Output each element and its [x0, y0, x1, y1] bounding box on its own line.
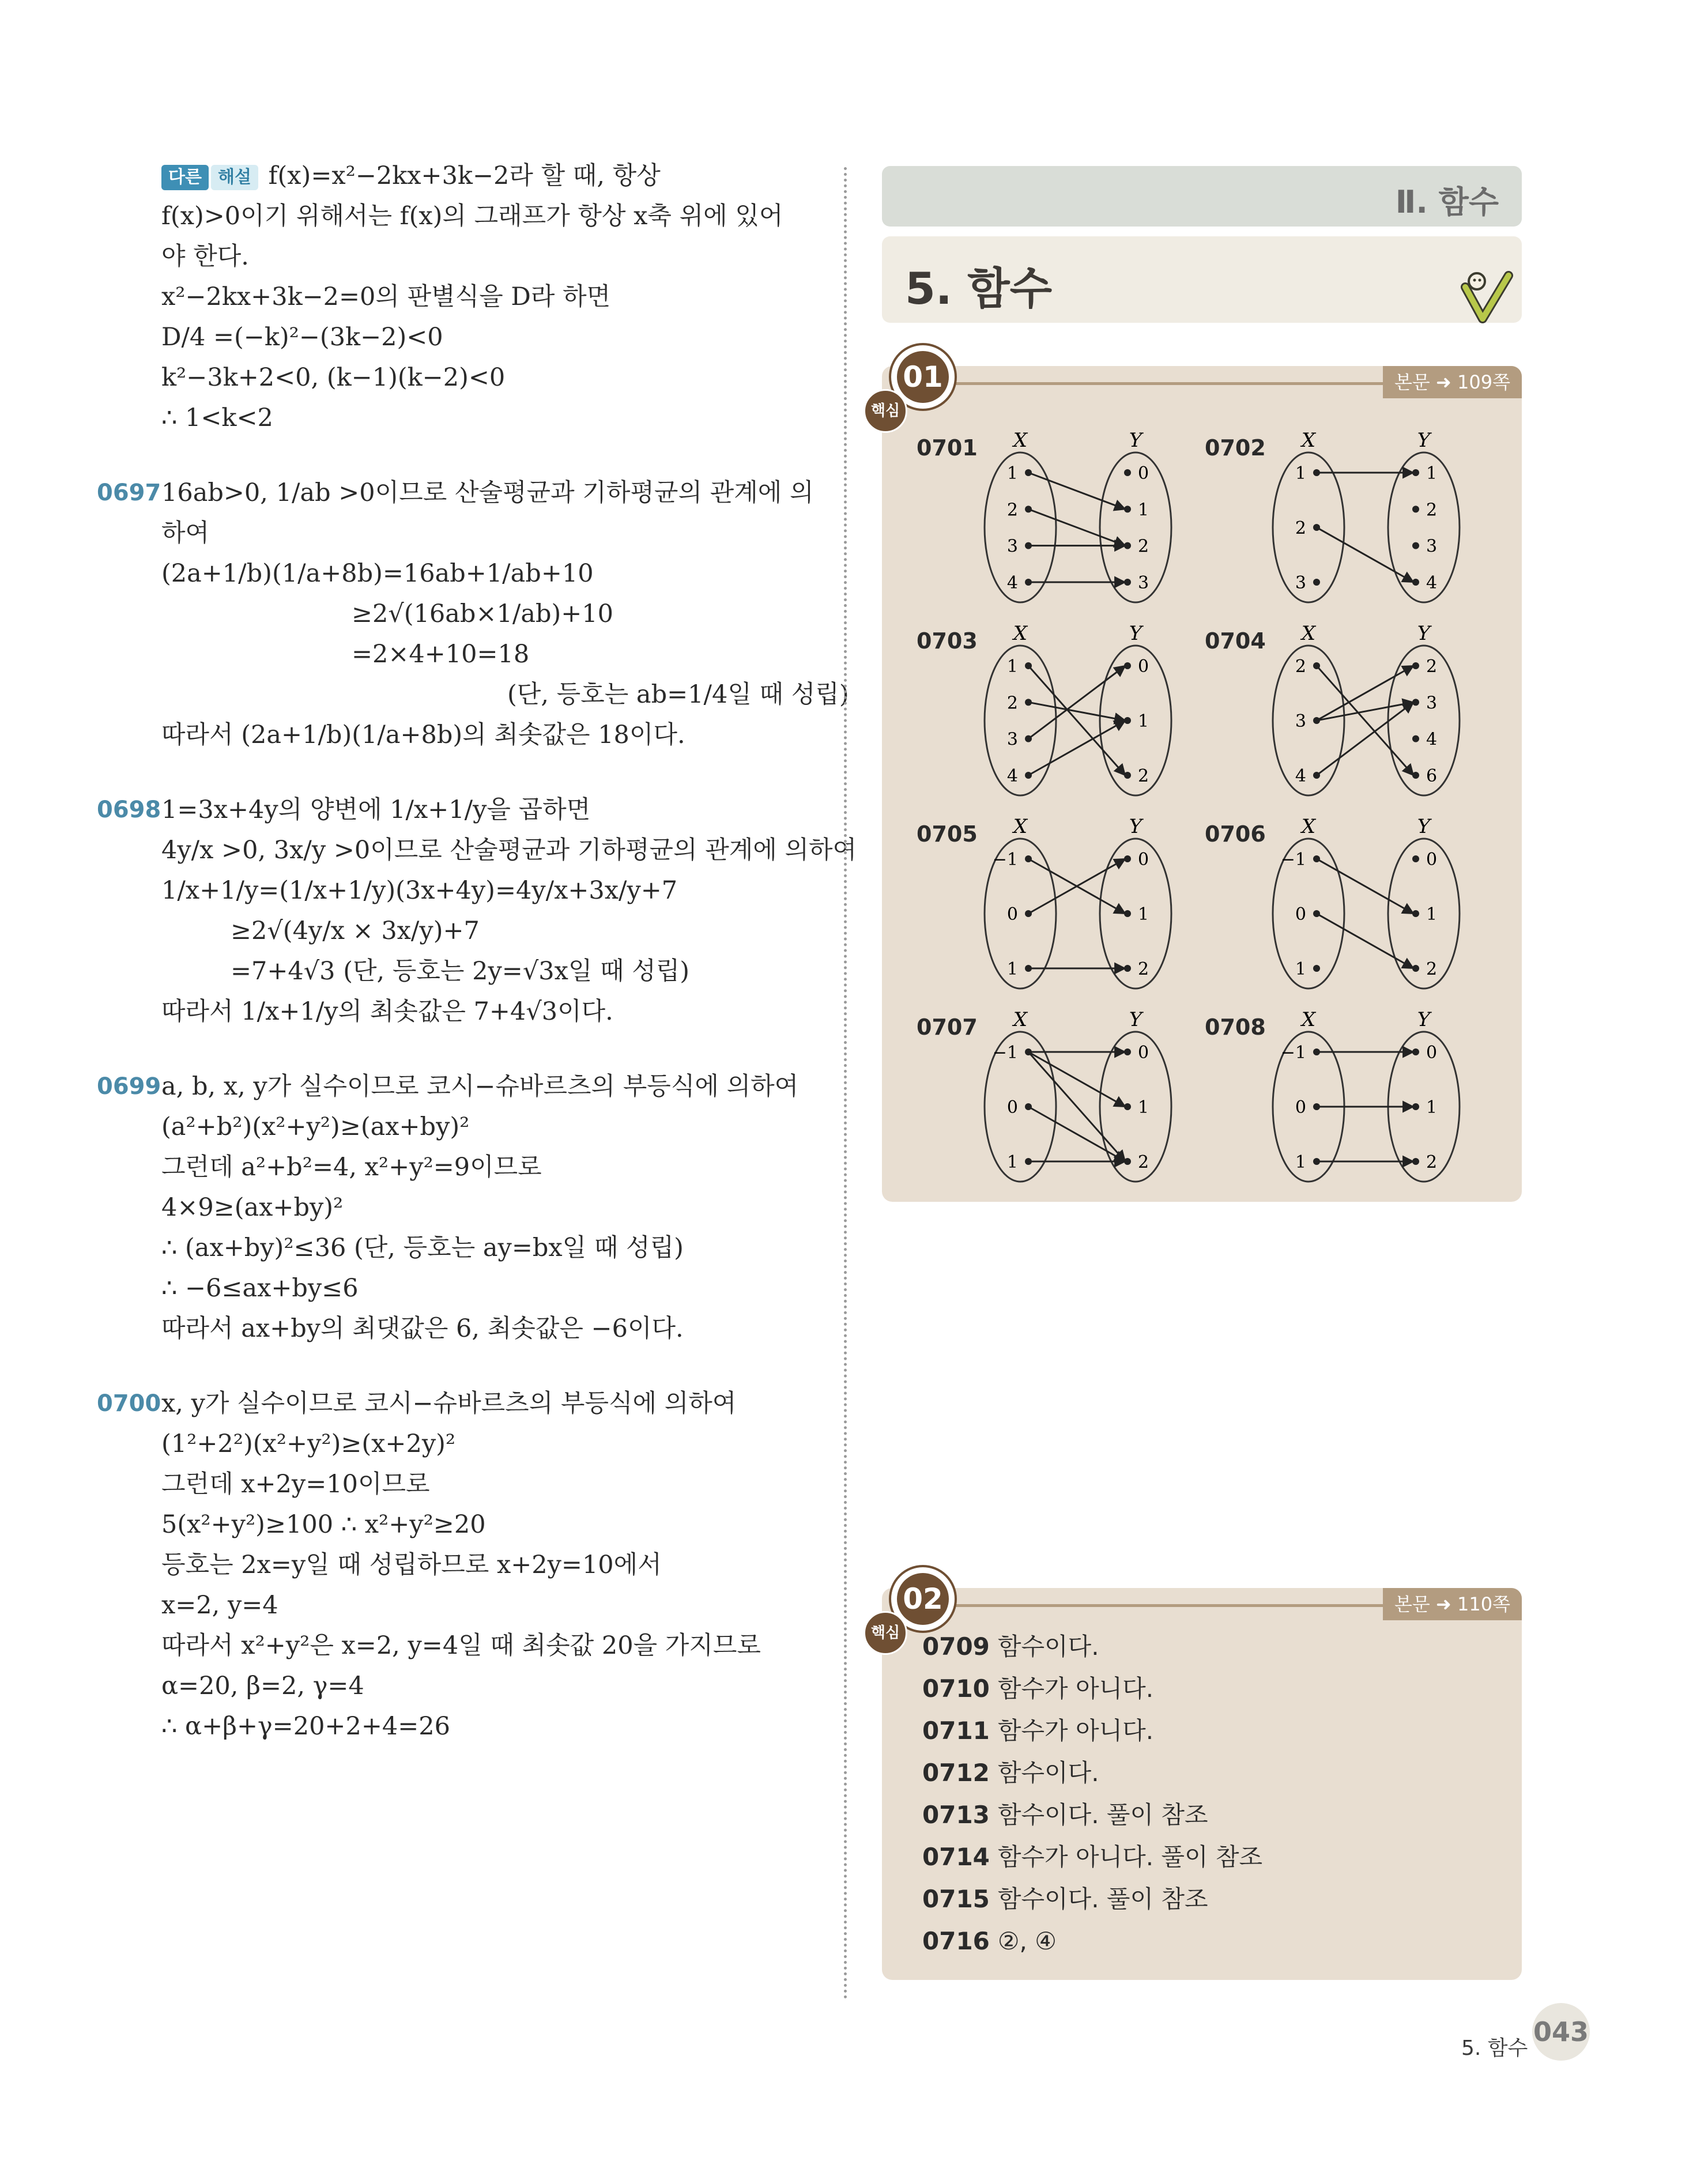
domain-element: 1 — [1295, 959, 1306, 979]
domain-element: 3 — [1006, 536, 1018, 557]
domain-element: 1 — [1295, 463, 1306, 484]
core-tag: 핵심 — [864, 389, 907, 433]
mapping-arrow — [1028, 1052, 1125, 1107]
codomain-element: 3 — [1426, 536, 1438, 557]
core-tag: 핵심 — [864, 1611, 907, 1655]
core-box-01 — [870, 360, 1522, 1202]
codomain-element: 0 — [1138, 463, 1149, 484]
codomain-element: 1 — [1426, 463, 1438, 484]
codomain-element: 1 — [1138, 904, 1149, 925]
diagram-number: 0707 — [917, 1014, 978, 1040]
problem-number: 0699 — [97, 1073, 161, 1100]
solution-line: =2×4+10=18 — [352, 640, 530, 669]
section-title: 5. 함수 — [905, 263, 1053, 314]
solution-line: (a²+b²)(x²+y²)≥(ax+by)² — [161, 1112, 470, 1141]
domain-element: 1 — [1006, 959, 1018, 979]
diagram-0707 — [917, 1009, 1205, 1193]
mapping-arrow — [1317, 914, 1413, 968]
core-number: 01 — [897, 351, 949, 403]
solution-line: ∴ −6≤ax+by≤6 — [161, 1274, 359, 1303]
domain-point — [1313, 965, 1320, 972]
codomain-element: 2 — [1426, 657, 1438, 677]
page-reference: 본문 ➜ 109쪽 — [1383, 366, 1522, 398]
solution-line: a, b, x, y가 실수이므로 코시−슈바르츠의 부등식에 의하여 — [161, 1072, 799, 1101]
problem-0697 — [97, 473, 849, 755]
diagram-0706 — [1205, 816, 1493, 1000]
domain-element: 4 — [1295, 766, 1306, 786]
codomain-element: 0 — [1138, 657, 1149, 677]
domain-element: 0 — [1006, 1097, 1018, 1118]
solution-line: 따라서 ax+by의 최댓값은 6, 최솟값은 −6이다. — [161, 1314, 684, 1343]
solution-line: 하여 — [161, 519, 210, 548]
domain-element: 2 — [1006, 693, 1018, 714]
intro-line: 야 한다. — [161, 242, 249, 271]
column-divider — [844, 167, 847, 2000]
set-x-label: X — [1301, 623, 1316, 645]
set-y-ellipse — [1100, 839, 1171, 989]
answer-text: 함수가 아니다. — [997, 1717, 1154, 1745]
set-x-label: X — [1013, 623, 1028, 645]
set-y-label: Y — [1417, 1009, 1431, 1031]
intro-line: D/4 =(−k)²−(3k−2)<0 — [161, 323, 443, 352]
set-y-label: Y — [1417, 816, 1431, 838]
codomain-element: 1 — [1426, 904, 1438, 925]
diagram-0702 — [1205, 429, 1493, 614]
set-y-label: Y — [1129, 429, 1143, 452]
mapping-arrow — [1028, 666, 1125, 775]
answer-number: 0713 — [922, 1801, 990, 1829]
solution-line: α=20, β=2, γ=4 — [161, 1672, 364, 1700]
set-x-label: X — [1013, 1009, 1028, 1031]
codomain-element: 2 — [1426, 959, 1438, 979]
intro-line: f(x)>0이기 위해서는 f(x)의 그래프가 항상 x축 위에 있어 — [161, 202, 783, 231]
domain-element: 0 — [1295, 1097, 1306, 1118]
solution-line: =7+4√3 (단, 등호는 2y=√3x일 때 성립) — [231, 957, 690, 986]
solution-line: 따라서 x²+y²은 x=2, y=4일 때 최솟값 20을 가지므로 — [161, 1631, 761, 1660]
mapping-diagram — [1268, 816, 1476, 1000]
answer-number: 0716 — [922, 1927, 990, 1955]
answer-number: 0712 — [922, 1759, 990, 1787]
domain-element: 0 — [1295, 904, 1306, 925]
set-y-label: Y — [1129, 816, 1143, 838]
domain-element: 1 — [1006, 1152, 1018, 1172]
problem-number: 0698 — [97, 797, 161, 823]
diagram-0703 — [917, 623, 1205, 807]
problem-0699 — [97, 1066, 824, 1349]
left-column — [97, 156, 857, 1747]
solution-tag: 해설 — [211, 165, 258, 190]
domain-element: −1 — [992, 850, 1018, 870]
set-x-ellipse — [985, 452, 1056, 602]
mapping-diagram — [980, 429, 1187, 614]
domain-element: 4 — [1006, 573, 1018, 593]
set-x-ellipse — [1273, 646, 1344, 795]
codomain-element: 2 — [1138, 1152, 1149, 1172]
core-number: 02 — [897, 1573, 949, 1625]
codomain-point — [1412, 542, 1419, 549]
domain-element: 4 — [1006, 766, 1018, 786]
codomain-element: 0 — [1426, 850, 1438, 870]
set-x-label: X — [1301, 429, 1316, 452]
codomain-element: 2 — [1426, 1152, 1438, 1172]
answer-text: 함수이다. — [997, 1759, 1099, 1787]
solution-line: ∴ α+β+γ=20+2+4=26 — [161, 1712, 450, 1741]
set-x-label: X — [1013, 429, 1028, 452]
codomain-element: 6 — [1426, 766, 1438, 786]
solution-line: ≥2√(4y/x × 3x/y)+7 — [231, 916, 480, 945]
mapping-diagram — [1268, 429, 1476, 614]
codomain-element: 1 — [1138, 1097, 1149, 1118]
mapping-arrow — [1317, 859, 1413, 914]
set-y-label: Y — [1129, 623, 1143, 645]
solution-line: (2a+1/b)(1/a+8b)=16ab+1/ab+10 — [161, 559, 594, 588]
set-y-ellipse — [1388, 839, 1460, 989]
answer-number: 0710 — [922, 1674, 990, 1703]
codomain-element: 1 — [1138, 711, 1149, 731]
domain-element: 2 — [1295, 518, 1306, 538]
answer-text: 함수이다. 풀이 참조 — [997, 1885, 1208, 1913]
solution-line: 따라서 (2a+1/b)(1/a+8b)의 최솟값은 18이다. — [161, 721, 685, 749]
mapping-diagram — [980, 1009, 1187, 1193]
diagram-number: 0705 — [917, 821, 978, 847]
diagram-number: 0701 — [917, 435, 978, 461]
section-bar — [882, 236, 1522, 323]
core-box-02 — [870, 1582, 1522, 1980]
solution-line: ∴ (ax+by)²≤36 (단, 등호는 ay=bx일 때 성립) — [161, 1234, 684, 1262]
set-y-label: Y — [1129, 1009, 1143, 1031]
diagram-number: 0708 — [1205, 1014, 1266, 1040]
problem-0700 — [97, 1383, 824, 1747]
codomain-element: 0 — [1426, 1043, 1438, 1063]
answer-item — [922, 1714, 1153, 1748]
codomain-element: 1 — [1138, 500, 1149, 520]
codomain-element: 3 — [1426, 693, 1438, 714]
answer-text: 함수이다. 풀이 참조 — [997, 1801, 1208, 1829]
solution-line: ≥2√(16ab×1/ab)+10 — [352, 599, 613, 628]
answer-number: 0709 — [922, 1632, 990, 1661]
codomain-element: 2 — [1138, 959, 1149, 979]
set-x-label: X — [1301, 1009, 1316, 1031]
solution-line: x, y가 실수이므로 코시−슈바르츠의 부등식에 의하여 — [161, 1389, 737, 1418]
solution-line: 그런데 x+2y=10이므로 — [161, 1470, 430, 1499]
mascot-icon — [1454, 264, 1517, 327]
set-x-ellipse — [1273, 452, 1344, 602]
answer-number: 0711 — [922, 1717, 990, 1745]
diagram-number: 0703 — [917, 628, 978, 654]
intro-line: x²−2kx+3k−2=0의 판별식을 D라 하면 — [161, 282, 611, 311]
mapping-arrow — [1028, 1107, 1125, 1161]
solution-line: 1/x+1/y=(1/x+1/y)(3x+4y)=4y/x+3x/y+7 — [161, 876, 678, 905]
codomain-element: 2 — [1426, 500, 1438, 520]
mapping-arrow — [1028, 702, 1125, 721]
page-reference: 본문 ➜ 110쪽 — [1383, 1588, 1522, 1620]
answer-item — [922, 1924, 1057, 1959]
domain-element: 3 — [1295, 573, 1306, 593]
set-y-ellipse — [1388, 646, 1460, 795]
solution-line: x=2, y=4 — [161, 1591, 278, 1620]
diagram-0705 — [917, 816, 1205, 1000]
mapping-arrow — [1317, 666, 1413, 775]
codomain-point — [1412, 855, 1419, 862]
intro-line: f(x)=x²−2kx+3k−2라 할 때, 항상 — [268, 161, 661, 190]
solution-line: (1²+2²)(x²+y²)≥(x+2y)² — [161, 1429, 456, 1458]
answer-text: 함수가 아니다. 풀이 참조 — [997, 1843, 1263, 1871]
codomain-point — [1412, 506, 1419, 512]
set-y-ellipse — [1388, 452, 1460, 602]
domain-element: 0 — [1006, 904, 1018, 925]
diagram-number: 0706 — [1205, 821, 1266, 847]
mapping-diagram — [1268, 623, 1476, 807]
answer-item — [922, 1840, 1262, 1874]
solution-line: 그런데 a²+b²=4, x²+y²=9이므로 — [161, 1153, 542, 1182]
solution-line: 4×9≥(ax+by)² — [161, 1193, 344, 1222]
mapping-arrow — [1317, 527, 1413, 582]
set-y-label: Y — [1417, 623, 1431, 645]
domain-element: 1 — [1006, 463, 1018, 484]
solution-line: 등호는 2x=y일 때 성립하므로 x+2y=10에서 — [161, 1551, 662, 1579]
solution-line: 따라서 1/x+1/y의 최솟값은 7+4√3이다. — [161, 997, 613, 1026]
answer-text: 함수가 아니다. — [997, 1674, 1154, 1703]
solution-line: (단, 등호는 ab=1/4일 때 성립) — [507, 680, 849, 709]
intro-line: k²−3k+2<0, (k−1)(k−2)<0 — [161, 363, 506, 392]
codomain-element: 0 — [1138, 850, 1149, 870]
diagram-0701 — [917, 429, 1205, 614]
solution-line: 4y/x >0, 3x/y >0이므로 산술평균과 기하평균의 관계에 의하여 — [161, 836, 857, 865]
diagram-0708 — [1205, 1009, 1493, 1193]
footer-chapter: 5. 함수 — [1461, 2036, 1528, 2060]
mapping-diagram — [1268, 1009, 1476, 1193]
core-box-header — [882, 1588, 1522, 1623]
answer-text: 함수이다. — [997, 1632, 1099, 1661]
set-x-label: X — [1013, 816, 1028, 838]
chapter-bar — [882, 166, 1522, 227]
domain-element: 1 — [1295, 1152, 1306, 1172]
answer-item — [922, 1798, 1208, 1832]
answer-number: 0714 — [922, 1843, 990, 1871]
answer-item — [922, 1672, 1153, 1706]
intro-solution — [161, 156, 824, 438]
set-y-ellipse — [1100, 1032, 1171, 1182]
problem-number: 0697 — [97, 480, 161, 506]
solution-line: 5(x²+y²)≥100 ∴ x²+y²≥20 — [161, 1510, 486, 1539]
answer-number: 0715 — [922, 1885, 990, 1913]
codomain-element: 1 — [1426, 1097, 1438, 1118]
codomain-element: 4 — [1426, 573, 1438, 593]
intro-line: ∴ 1<k<2 — [161, 403, 273, 432]
codomain-element: 3 — [1138, 573, 1149, 593]
answer-item — [922, 1756, 1099, 1790]
set-y-ellipse — [1100, 646, 1171, 795]
codomain-point — [1412, 735, 1419, 742]
codomain-element: 0 — [1138, 1043, 1149, 1063]
diagram-number: 0702 — [1205, 435, 1266, 461]
diagram-number: 0704 — [1205, 628, 1266, 654]
page-number: 043 — [1532, 2003, 1590, 2061]
answer-item — [922, 1629, 1099, 1664]
set-x-ellipse — [985, 646, 1056, 795]
domain-element: 2 — [1006, 500, 1018, 520]
set-y-label: Y — [1417, 429, 1431, 452]
problem-0698 — [97, 790, 857, 1032]
set-y-ellipse — [1100, 452, 1171, 602]
chapter-title: Ⅱ. 함수 — [1395, 184, 1499, 220]
problem-number: 0700 — [97, 1390, 161, 1417]
domain-element: 2 — [1295, 657, 1306, 677]
answer-text: ②, ④ — [997, 1927, 1057, 1955]
codomain-element: 2 — [1138, 766, 1149, 786]
alt-tag: 다른 — [161, 165, 209, 190]
domain-element: 3 — [1006, 729, 1018, 750]
solution-line: 1=3x+4y의 양변에 1/x+1/y을 곱하면 — [161, 795, 591, 824]
domain-element: 1 — [1006, 657, 1018, 677]
mapping-diagram — [980, 623, 1187, 807]
domain-element: −1 — [1280, 850, 1306, 870]
codomain-point — [1124, 469, 1131, 476]
answer-item — [922, 1882, 1208, 1917]
domain-element: 3 — [1295, 711, 1306, 731]
domain-element: −1 — [992, 1043, 1018, 1063]
solution-line: 16ab>0, 1/ab >0이므로 산술평균과 기하평균의 관계에 의 — [161, 478, 814, 507]
mapping-diagram — [980, 816, 1187, 1000]
diagram-0704 — [1205, 623, 1493, 807]
domain-point — [1313, 579, 1320, 586]
codomain-element: 4 — [1426, 729, 1438, 750]
mapping-arrow — [1028, 473, 1125, 509]
codomain-element: 2 — [1138, 536, 1149, 557]
domain-element: −1 — [1280, 1043, 1306, 1063]
mapping-arrow — [1028, 509, 1125, 545]
core-box-header — [882, 366, 1522, 401]
mapping-arrow — [1028, 1052, 1125, 1161]
set-x-label: X — [1301, 816, 1316, 838]
